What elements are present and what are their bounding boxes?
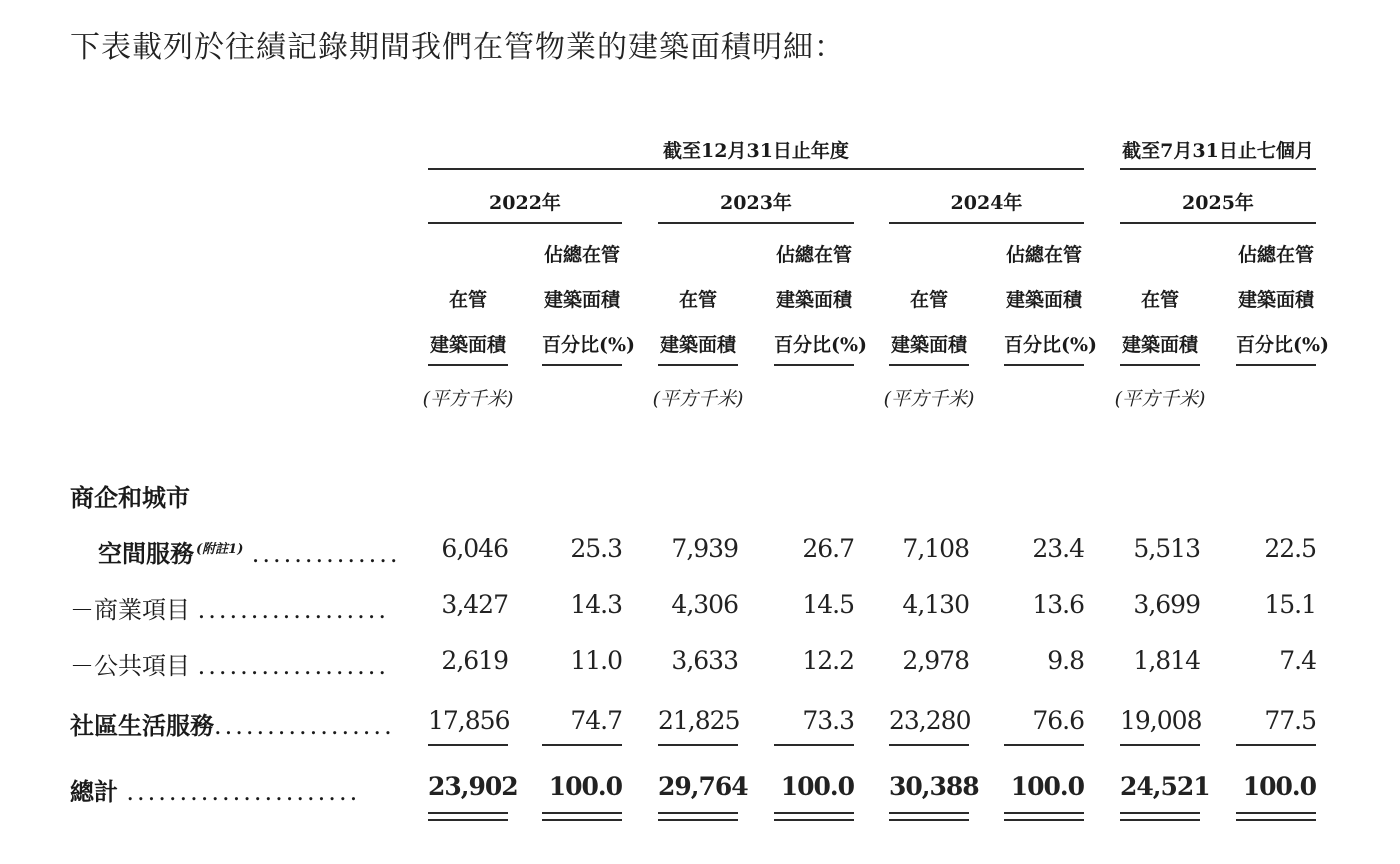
col-header-gfa: 在管 建築面積 — [890, 289, 967, 356]
subtotal-rule — [1004, 744, 1084, 746]
intro-text: 下表載列於往績記錄期間我們在管物業的建築面積明細： — [70, 30, 845, 65]
total-double-rule — [1120, 812, 1200, 814]
col-unit: (平方千米) — [652, 388, 744, 410]
group-rule-annual — [428, 168, 1084, 170]
table-cell: 6,046 — [441, 534, 508, 563]
total-double-rule — [542, 812, 622, 814]
total-double-rule — [774, 819, 854, 821]
table-cell: 100.0 — [1010, 772, 1084, 801]
total-double-rule — [542, 819, 622, 821]
year-header-2022: 2022年 — [489, 192, 561, 214]
col-header-pct: 佔總在管 建築面積 百分比(%) — [1236, 244, 1330, 356]
col-unit: (平方千米) — [1114, 388, 1206, 410]
table-cell: 2,978 — [902, 646, 969, 675]
group-header-seven-months: 截至7月31日止七個月 — [1122, 140, 1314, 162]
subtotal-rule — [889, 744, 969, 746]
total-double-rule — [1004, 812, 1084, 814]
row-label-category: 商企和城市 — [70, 483, 190, 512]
table-cell: 4,130 — [902, 590, 969, 619]
col-header-gfa: 在管 建築面積 — [659, 289, 736, 356]
table-cell: 3,633 — [671, 646, 738, 675]
table-cell: 23,280 — [889, 706, 971, 735]
table-cell: 100.0 — [780, 772, 854, 801]
subtotal-rule — [1120, 744, 1200, 746]
table-cell: 29,764 — [658, 772, 748, 801]
table-cell: 3,427 — [441, 590, 508, 619]
footnote-ref: (附註1) — [196, 542, 244, 557]
table-cell: 73.3 — [802, 706, 854, 735]
table-cell: 74.7 — [570, 706, 622, 735]
subtotal-rule — [428, 744, 508, 746]
table-cell: 76.6 — [1032, 706, 1084, 735]
table-cell: 25.3 — [570, 534, 622, 563]
table-cell: 11.0 — [570, 646, 622, 675]
table-cell: 17,856 — [428, 706, 510, 735]
row-label-public: －公共項目 .................. — [70, 652, 389, 680]
table-cell: 21,825 — [658, 706, 740, 735]
col-header-pct: 佔總在管 建築面積 百分比(%) — [774, 244, 868, 356]
total-double-rule — [658, 812, 738, 814]
table-cell: 14.3 — [570, 590, 622, 619]
total-double-rule — [1236, 819, 1316, 821]
table-cell: 7,108 — [902, 534, 969, 563]
table-cell: 100.0 — [548, 772, 622, 801]
table-cell: 7,939 — [671, 534, 738, 563]
subtotal-rule — [774, 744, 854, 746]
total-double-rule — [428, 819, 508, 821]
table-cell: 22.5 — [1264, 534, 1316, 563]
col-header-gfa: 在管 建築面積 — [429, 289, 506, 356]
year-header-2024: 2024年 — [950, 192, 1023, 214]
col-header-pct: 佔總在管 建築面積 百分比(%) — [542, 244, 636, 356]
group-rule-seven-months — [1120, 168, 1316, 170]
table-cell: 4,306 — [671, 590, 738, 619]
table-cell: 100.0 — [1242, 772, 1316, 801]
total-double-rule — [428, 812, 508, 814]
total-double-rule — [658, 819, 738, 821]
col-header-pct: 佔總在管 建築面積 百分比(%) — [1004, 244, 1098, 356]
table-cell: 14.5 — [802, 590, 854, 619]
row-label-total: 總計 ...................... — [70, 777, 361, 806]
table-cell: 7.4 — [1279, 646, 1316, 675]
table-cell: 13.6 — [1032, 590, 1084, 619]
year-header-2023: 2023年 — [720, 192, 792, 214]
total-double-rule — [1236, 812, 1316, 814]
col-unit: (平方千米) — [883, 388, 975, 410]
subtotal-rule — [542, 744, 622, 746]
table-cell: 15.1 — [1264, 590, 1316, 619]
total-double-rule — [889, 812, 969, 814]
table-cell: 26.7 — [802, 534, 854, 563]
table-cell: 23,902 — [428, 772, 518, 801]
row-label-space-services: 空間服務 $^{(附註1)}$ .............. — [98, 539, 401, 568]
col-unit: (平方千米) — [422, 388, 514, 410]
table-cell: 19,008 — [1120, 706, 1202, 735]
total-double-rule — [1004, 819, 1084, 821]
table-cell: 12.2 — [802, 646, 854, 675]
table-cell: 24,521 — [1120, 772, 1210, 801]
table-cell: 23.4 — [1032, 534, 1084, 563]
table-cell: 1,814 — [1133, 646, 1200, 675]
table-cell: 30,388 — [889, 772, 979, 801]
table-cell: 77.5 — [1264, 706, 1316, 735]
table-cell: 3,699 — [1133, 590, 1200, 619]
subtotal-rule — [658, 744, 738, 746]
row-label-community: 社區生活服務................. — [70, 711, 395, 740]
table-cell: 2,619 — [441, 646, 508, 675]
group-header-annual: 截至12月31日止年度 — [663, 140, 849, 162]
total-double-rule — [889, 819, 969, 821]
row-label-commercial: －商業項目 .................. — [70, 596, 389, 624]
table-cell: 5,513 — [1133, 534, 1200, 563]
year-header-2025: 2025年 — [1182, 192, 1254, 214]
total-double-rule — [1120, 819, 1200, 821]
total-double-rule — [774, 812, 854, 814]
col-header-gfa: 在管 建築面積 — [1121, 289, 1198, 356]
table-cell: 9.8 — [1047, 646, 1084, 675]
subtotal-rule — [1236, 744, 1316, 746]
